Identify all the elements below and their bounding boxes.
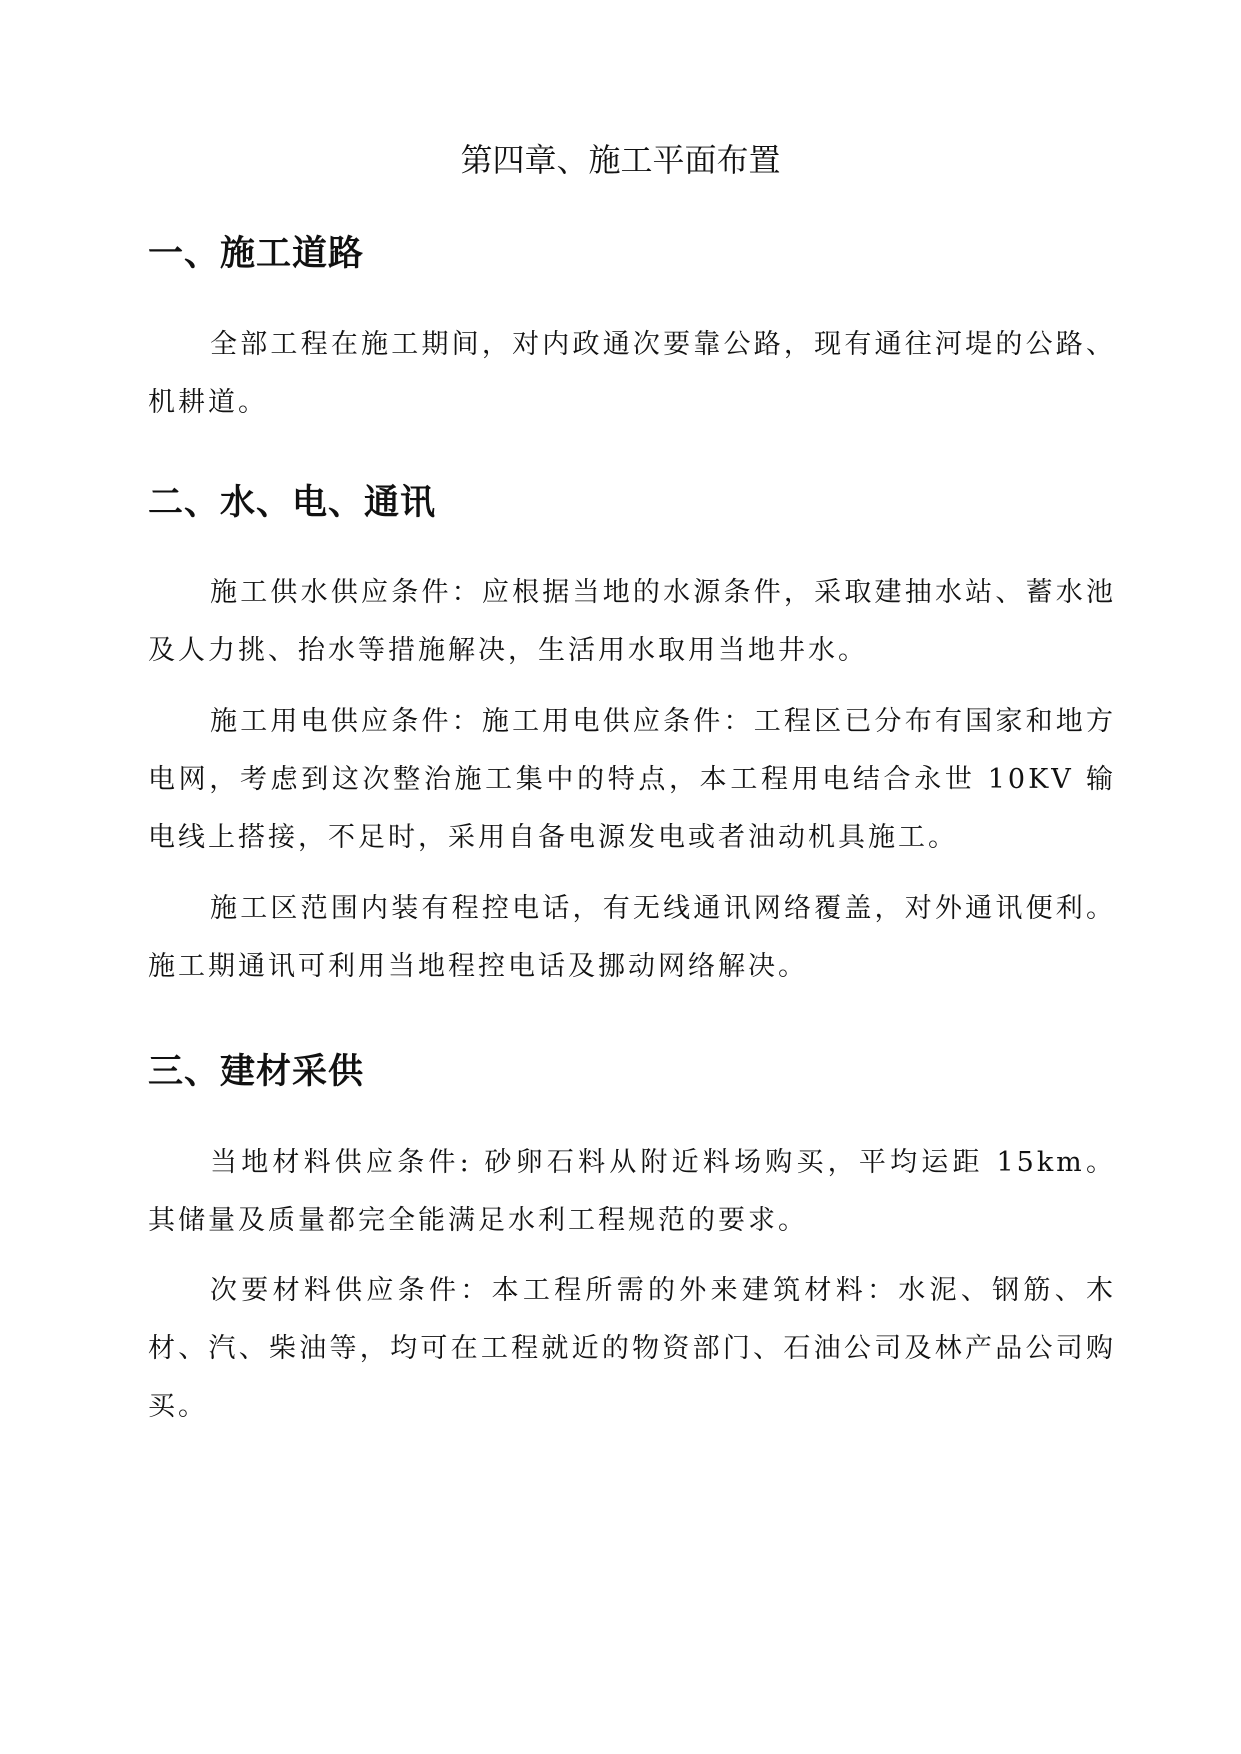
section-heading-roads: 一、施工道路 xyxy=(148,234,365,274)
section-heading-utilities: 二、水、电、通讯 xyxy=(148,483,437,523)
chapter-title: 第四章、施工平面布置 xyxy=(460,141,781,179)
paragraph-local-materials: 当地材料供应条件: 砂卵石料从附近料场购买，平均运距 15km。 其储量及质量都完全能满足水利工程规范的要求。 xyxy=(148,1147,1116,1236)
section-heading-materials: 三、建材采供 xyxy=(148,1052,365,1092)
paragraph-water-supply: 施工供水供应条件：应根据当地的水源条件，采取建抽水站、蓄水池及人力挑、抬水等措施解决，生活用水取用当地井水。 xyxy=(148,577,1116,666)
paragraph-secondary-materials: 次要材料供应条件：本工程所需的外来建筑材料：水泥、钢筋、木材、汽、柴油等，均可在工程就近的物资部门、石油公司及林产品公司购买。 xyxy=(148,1275,1116,1422)
paragraph-power-supply: 施工用电供应条件：施工用电供应条件：工程区已分布有国家和地方电网，考虑到这次整治施工集中的特点，本工程用电结合永世 10KV 输电线上搭接，不足时，采用自备电源发电或者油动机具施工。 xyxy=(148,706,1116,853)
paragraph-communications: 施工区范围内装有程控电话，有无线通讯网络覆盖，对外通讯便利。施工期通讯可利用当地程控电话及挪动网络解决。 xyxy=(148,893,1116,982)
paragraph-roads: 全部工程在施工期间，对内政通次要靠公路，现有通往河堤的公路、机耕道。 xyxy=(148,329,1116,418)
